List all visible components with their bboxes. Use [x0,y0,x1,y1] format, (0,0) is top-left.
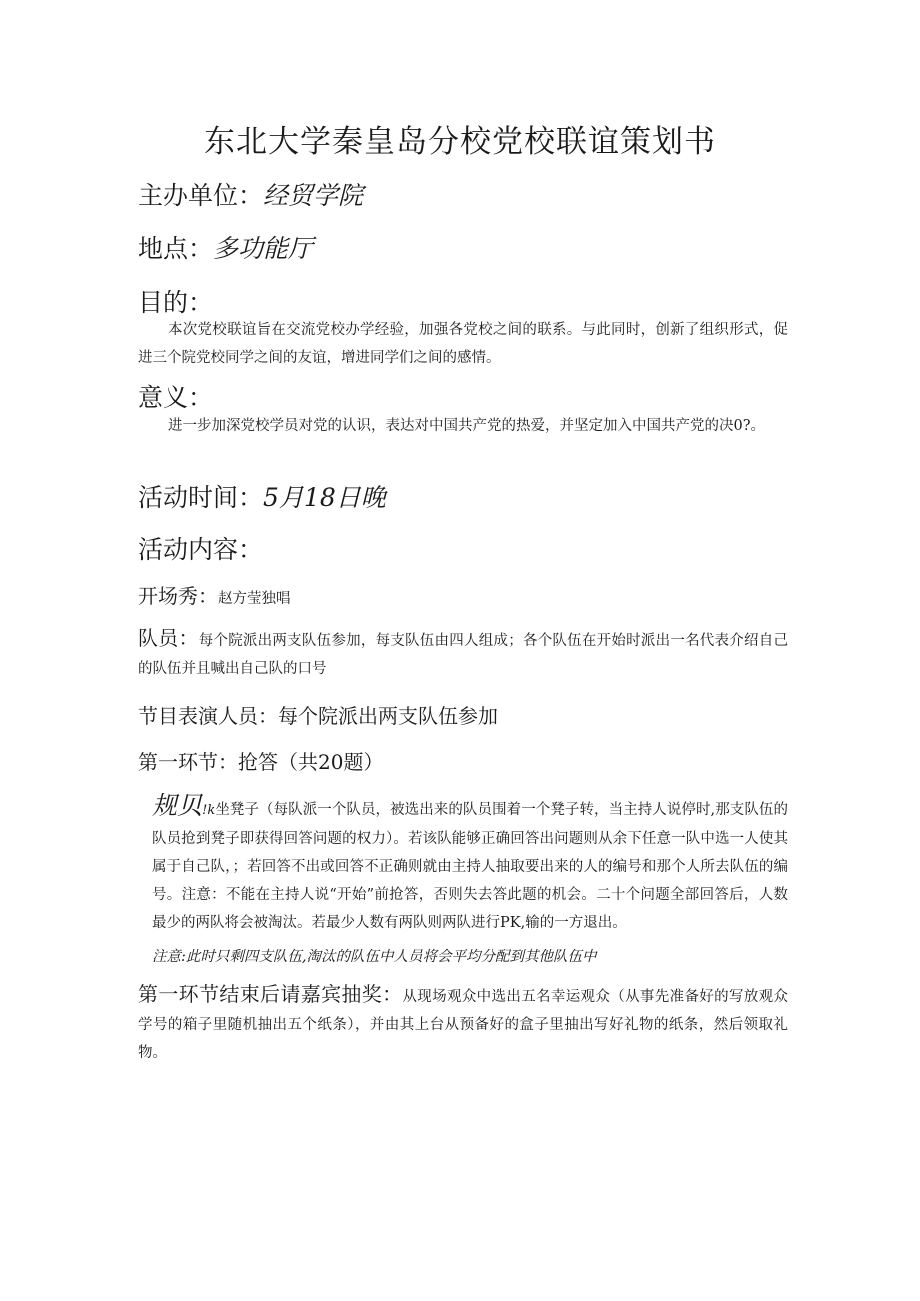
rules-lead: 规贝 [152,791,203,820]
content-heading: 活动内容： [138,535,264,564]
time-label: 活动时间： [138,483,264,512]
organizer-value: 经贸学院 [263,181,364,210]
teams-text: 每个院派出两支队伍参加，每支队伍由四人组成；各个队伍在开始时派出一名代表介绍自己的队伍并且喊出自己队的口号 [138,633,789,677]
lottery-text: 从现场观众中选出五名幸运观众（从事先准备好的写放观众学号的箱子里随机抽出五个纸条），并由其上台从预备好的盒子里抽出写好礼物的纸条，然后领取礼物。 [138,989,789,1061]
performers-line [138,700,498,729]
location-value: 多功能厅 [213,234,314,263]
round1-heading: 第一环节：抢答（共20题） [138,750,384,774]
lottery-label: 第一环节结束后请嘉宾抽奖： [138,982,403,1006]
rules-paragraph [152,792,788,937]
teams-label: 队员： [138,626,199,650]
purpose-paragraph: 本次党校联谊旨在交流党校办学经验，加强各党校之间的联系。与此同时，创新了组织形式，促进三个院党校同学之间的友谊，增进同学们之间的感情。 [138,322,788,366]
elimination-note: 注意:此时只剩四支队伍,淘汰的队伍中人员将会平均分配到其他队伍中 [152,949,597,965]
time-value: 5月18日晚 [263,483,386,512]
opening-line [138,580,291,609]
organizer-line [138,176,363,212]
rules-text: 坐凳子（每队派一个队员，被选出来的队员围着一个凳子转，当主持人说停时,那支队伍的队员抢到凳子即获得回答问题的权力）。若该队能够正确回答出问题则从余下任意一队中选一人使其属于自己队，；若回答不出或回答不正确则就由主持人抽取要出来的人的编号和那个人所去队伍的编号。注意：不能在主持人说“开始”前抢答，否则失去答此题的机会。二十个问题全部回答后，人数最少的两队将会被淘汰。若最少人数有两队则两队进行PK,输的一方退出。 [152,802,788,931]
location-label: 地点： [138,234,214,263]
performers-label: 节目表演人员： [138,704,278,728]
time-line [138,478,386,514]
significance-heading: 意义： [138,383,214,412]
opening-label: 开场秀： [138,584,218,608]
performers-value: 每个院派出两支队伍参加 [278,704,498,728]
organizer-label: 主办单位： [138,181,264,210]
location-line [138,229,313,265]
teams-paragraph [138,624,788,683]
opening-value: 赵方莹独唱 [218,591,291,607]
lottery-paragraph [138,980,788,1067]
rules-mark: !k [202,803,216,818]
document-title: 东北大学秦皇岛分校党校联谊策划书 [204,124,716,160]
significance-paragraph: 进一步加深党校学员对党的认识，表达对中国共产党的热爱，并坚定加入中国共产党的决0?。 [168,418,765,434]
purpose-heading: 目的： [138,288,214,317]
